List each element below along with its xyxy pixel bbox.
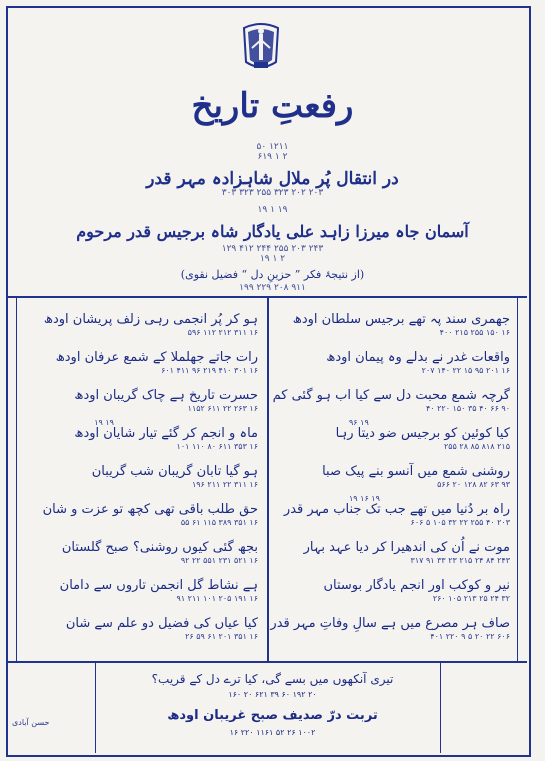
- page-title: رفعتِ تاریخ: [191, 86, 354, 126]
- abjad-numbers: ۲۰۳ ۲۰۲ ۳۲۳ ۲۵۵ ۳۲۳ ۳۰۳: [221, 188, 324, 198]
- abjad-numbers: ۱۶ ۳۵۱ ۳۸۹ ۱۱۵ ۶۱ ۵۵: [180, 518, 258, 527]
- verse-text: راہ بر دُنیا میں تھے جب تک جناب مہر قدر: [283, 502, 510, 517]
- verse-line: [24, 350, 258, 386]
- abjad-numbers: ۲۴۳ ۸۴ ۲۴ ۲۱۵ ۲۳ ۳۳ ۹۱ ۳۱۷: [410, 556, 510, 565]
- verse-line: [280, 464, 510, 503]
- verse-line: [280, 578, 510, 614]
- abjad-numbers: ۱۲۱۱ ۵۰: [256, 142, 289, 152]
- abjad-numbers: ۲۴۳ ۲۰۳ ۲۵۵ ۲۴۴ ۴۱۲ ۱۲۹: [221, 244, 324, 254]
- abjad-numbers: ۲۱۵ ۸۱۸ ۸۵ ۲۸ ۲۵۵: [443, 442, 510, 451]
- verse-line: [280, 426, 510, 462]
- verse-text: حسرت تاریخ ہے چاک گریبان اودھ: [74, 388, 258, 403]
- abjad-numbers: ۱۶ ۵۲۱ ۲۳۱ ۵۵۱ ۲۲ ۹۲: [180, 556, 258, 565]
- abjad-numbers: ۱۶ ۳۱۱ ۲۱۲ ۱۱۲ ۵۹۶: [187, 328, 258, 337]
- verse-line: [280, 312, 510, 348]
- abjad-numbers: ۲ ۱ ۱۹: [259, 254, 286, 264]
- verse-line: [24, 426, 258, 462]
- verse-text: جھمری سند پہ تھے برجیس سلطان اودھ: [292, 312, 510, 327]
- abjad-numbers: ۳۲ ۲۴ ۲۵ ۲۱۳ ۱۰۵ ۲۶۰: [432, 594, 510, 603]
- abjad-numbers: ۱۹ ۱ ۱۹: [257, 205, 288, 215]
- subtitle-line-1: در انتقال پُر ملال شاہزادہ مہر قدر: [146, 169, 399, 189]
- printer-signature: حسن آبادی: [12, 718, 50, 727]
- left-verse-column: [24, 312, 258, 657]
- verse-line: [272, 388, 510, 427]
- abjad-numbers: ۱۶ ۲۶۳ ۲۲ ۶۱۱ ۱۱۵۲: [187, 404, 258, 413]
- crest-emblem-icon: [240, 18, 282, 74]
- verse-text: ماہ و انجم کر گئے تیار شایان اودھ: [74, 426, 258, 441]
- abjad-numbers: ۱۶ ۲۰۱ ۹۵ ۱۵ ۲۲ ۱۴۰ ۲۰۷: [421, 366, 510, 375]
- verse-text: کیا کوئین کو برجیس ضو دیتا رہا: [335, 426, 510, 441]
- verse-text: ہے نشاط گل انجمن تاروں سے دامان: [59, 578, 258, 593]
- verse-text: کیا عیاں کی فضیل دو علم سے شان: [65, 616, 258, 631]
- subtitle-line-2: آسمان جاہ میرزا زاہد علی یادگار شاہ برجیس قدر مرحوم: [76, 222, 469, 241]
- verse-text: ہو گیا تابان گریبان شب گریبان: [91, 464, 258, 479]
- abjad-numbers: ۱۶ ۳۵۱ ۲۰۱ ۶۱ ۵۹ ۲۶: [185, 632, 258, 641]
- footer-verse-line-1: تیری آنکھوں میں بسے گی، کیا ترے دل کے قریب؟: [151, 672, 394, 686]
- verse-text: ہو کر پُر انجمی رہی زلف پریشان اودھ: [43, 312, 258, 327]
- abjad-numbers: ۲۰ ۱۹۲ ۶۰ ۳۹ ۶۲۱ ۲۰ ۱۶۰: [228, 690, 317, 699]
- verse-text: واقعات غدر نے بدلے وہ پیمان اودھ: [326, 350, 510, 365]
- abjad-numbers: ۱۶ ۳۵۳ ۶۱۱ ۸۰ ۱۱۰ ۱۰۱: [176, 442, 258, 451]
- abjad-numbers: ۱۶ ۳۰۱ ۴۱۰ ۲۱۹ ۹۶ ۴۱۱ ۶۰۱: [161, 366, 258, 375]
- abjad-numbers: ۱۹ ۹۶: [349, 418, 369, 427]
- verse-text: موت نے اُن کی اندھیرا کر دیا عہد بہار: [303, 540, 510, 555]
- verse-line: [280, 502, 510, 538]
- verse-line: [280, 540, 510, 576]
- verse-text: حق طلب باقی تھی کچھ تو عزت و شان: [42, 502, 258, 517]
- verse-line: [24, 616, 258, 652]
- right-verse-column: [270, 312, 510, 657]
- abjad-numbers: ۹۳ ۶۳ ۸۲ ۱۲۸ ۲۰ ۵۶۶: [437, 480, 510, 489]
- verse-line: [24, 578, 258, 614]
- verse-text: صاف ہر مصرع میں ہے سالِ وفاتِ مہر قدر: [270, 616, 510, 631]
- inner-left-border: [16, 298, 17, 663]
- abjad-numbers: ۲ ۱ ۶۱۹: [257, 152, 288, 162]
- column-divider: [267, 298, 269, 663]
- verse-line: [24, 312, 258, 348]
- abjad-numbers: ۱۶ ۳۱۱ ۲۲ ۲۱۱ ۱۹۶: [191, 480, 258, 489]
- poet-credit: (از نتیجۂ فکر ” حزینِ دل “ فضیل نقوی): [180, 268, 365, 281]
- verse-line: [24, 464, 258, 500]
- footer-verse-line-2: تربت درّ صدیف صبح غریبان اودھ: [167, 708, 378, 723]
- verse-text: بجھ گئی کیوں روشنی؟ صبح گلستان: [61, 540, 258, 555]
- abjad-numbers: ۶۰۶ ۲۲ ۲۰ ۵ ۹ ۲۲۰ ۴۰۱: [430, 632, 510, 641]
- verse-line: [280, 350, 510, 386]
- abjad-numbers: ۱۶ ۱۹۱ ۲۰۵ ۱۰۱ ۲۱۱ ۹۱: [176, 594, 258, 603]
- abjad-numbers: ۹۰ ۶۶ ۴۰ ۳۵ ۱۵۰ ۲۲۰ ۴۰: [425, 404, 510, 413]
- abjad-numbers: ۱۰۰۲ ۲۶ ۵۲ ۱۱۶۱ ۲۲۰ ۱۶: [229, 728, 316, 737]
- verse-text: روشنی شمع میں آنسو بنے پیک صبا: [322, 464, 510, 479]
- verse-line: [24, 502, 258, 538]
- verse-line: [24, 388, 258, 427]
- abjad-numbers: ۱۹ ۱۶ ۱۹: [349, 494, 380, 503]
- verse-line: [270, 616, 510, 652]
- verse-text: نیر و کوکب اور انجم یادگار بوستاں: [323, 578, 510, 593]
- inner-right-border: [517, 298, 518, 663]
- abjad-numbers: ۹۱۱ ۲۰۸ ۲۲۹ ۱۹۹: [239, 283, 306, 293]
- verse-text: رات جاتے جھلملا کے شمع عرفان اودھ: [55, 350, 258, 365]
- verse-line: [24, 540, 258, 576]
- abjad-numbers: ۲۰۳ ۴۰ ۲۵۵ ۲۲ ۳۲ ۱۰۵ ۵ ۶۰۶: [410, 518, 510, 527]
- abjad-numbers: ۱۶ ۱۵۰ ۲۵۵ ۲۱۵ ۴۰۰: [439, 328, 510, 337]
- verse-text: گرچہ شمع محبت دل سے کیا اب ہو گئی کم: [272, 388, 510, 403]
- abjad-numbers: ۱۹ ۱۹: [94, 418, 114, 427]
